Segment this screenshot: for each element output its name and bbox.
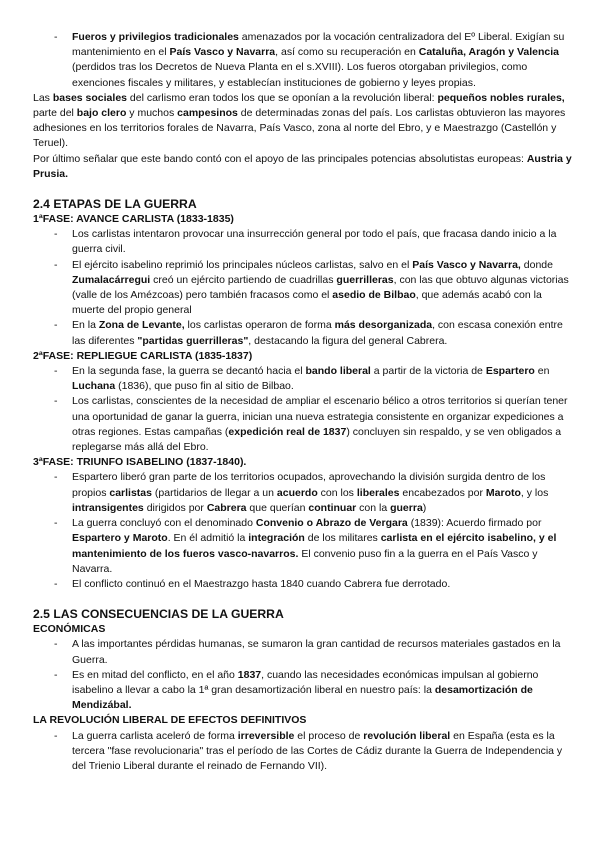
- phase-heading-3: 3ªFASE: TRIUNFO ISABELINO (1837-1840).: [33, 456, 247, 469]
- text-run: en España (esta es la tercera "fase revolucionaria" tras el período de las Cortes de Cádiz durante la Guerra de Independencia y del Trienio Liberal durante el reinado de Fernando VII).: [72, 729, 563, 772]
- text-run: , así como su recuperación en: [275, 46, 419, 59]
- subheading-economicas: ECONÓMICAS: [33, 623, 106, 636]
- list-item: [33, 470, 573, 516]
- text-run: que querían: [246, 501, 309, 514]
- text-run: encabezados por: [399, 486, 486, 499]
- text-run: los carlistas operaron de forma: [184, 319, 335, 332]
- bold-text: Espartero: [485, 365, 535, 378]
- section-heading-etapas: 2.4 ETAPAS DE LA GUERRA: [33, 197, 197, 212]
- text-run: , cuando las necesidades económicas impulsan al gobierno isabelino a llevar a cabo la 1ª gran desamortización liberal en nuestro país: la: [72, 668, 539, 696]
- bold-text: intransigentes: [72, 501, 144, 514]
- list-item: [33, 318, 573, 348]
- bold-text: acuerdo: [276, 486, 318, 499]
- text-run: y muchos: [126, 107, 178, 120]
- bold-text: Fueros y privilegios tradicionales: [72, 31, 239, 43]
- text-run: amenazados por la vocación centralizadora del Eº Liberal. Exigían su mantenimiento en el: [72, 31, 565, 59]
- subheading-revolucion-liberal: LA REVOLUCIÓN LIBERAL DE EFECTOS DEFINITIVOS: [33, 714, 307, 727]
- text-run: El ejército isabelino reprimió los principales núcleos carlistas, salvo en el: [72, 258, 413, 271]
- text-run: (partidarios de llegar a un: [151, 486, 277, 499]
- bold-text: pequeños nobles rurales,: [437, 91, 565, 104]
- text-run: (1836), que puso fin al sitio de Bilbao.: [115, 380, 294, 393]
- text-run: donde: [520, 258, 553, 271]
- bold-text: más desorganizada: [334, 319, 433, 332]
- text-run: Los carlistas intentaron provocar una insurrección general por todo el país, que fracasa dando inicio a la guerra civil.: [72, 228, 557, 256]
- bold-text: asedio de Bilbao: [332, 289, 416, 302]
- bold-text: Austria y Prusia.: [33, 152, 572, 180]
- document-page: [33, 30, 573, 774]
- bold-text: "partidas guerrilleras": [137, 334, 249, 347]
- text-run: (1839): Acuerdo firmado por: [407, 517, 542, 530]
- list-item: [33, 668, 573, 714]
- text-run: , destacando la figura del general Cabrera.: [248, 334, 448, 347]
- text-run: , con las que obtuvo algunas victorias (valle de los Amézcoas) pero también fracasos como el: [72, 273, 569, 302]
- list-item: [33, 577, 573, 592]
- bold-text: irreversible: [237, 729, 295, 742]
- bold-text: campesinos: [177, 107, 238, 120]
- bold-text: desamortización de Mendizábal.: [72, 683, 533, 712]
- section-heading-consecuencias: 2.5 LAS CONSECUENCIAS DE LA GUERRA: [33, 607, 284, 622]
- text-run: del carlismo eran todos los que se oponían a la revolución liberal:: [127, 91, 438, 104]
- bold-text: País Vasco y Navarra,: [412, 258, 521, 271]
- list-item: [33, 30, 573, 91]
- bold-text: Zona de Levante,: [98, 319, 185, 332]
- text-run: en: [534, 365, 550, 378]
- bold-text: Zumalacárregui: [72, 273, 151, 286]
- bold-text: liberales: [356, 486, 400, 499]
- text-run: En la segunda fase, la guerra se decantó hacia el: [72, 365, 306, 378]
- bold-text: guerra: [390, 501, 423, 514]
- list-item: [33, 729, 573, 775]
- text-run: En la: [72, 319, 99, 332]
- list-item: [33, 637, 573, 667]
- bold-text: expedición real de 1837: [228, 425, 347, 438]
- text-run: creó un ejército partiendo de cuadrillas: [150, 273, 337, 286]
- text-run: a partir de la victoria de: [370, 365, 486, 378]
- bold-text: bando liberal: [305, 365, 371, 378]
- text-run: , que además acabó con la muerte del propio general: [72, 289, 542, 317]
- text-run: Espartero liberó gran parte de los territorios ocupados, aprovechando la división surgida dentro de los propios: [72, 471, 546, 499]
- text-run: ) concluyen sin respaldo, y se ven obligados a replegarse más allá del Ebro.: [72, 425, 562, 454]
- list-item: [33, 258, 573, 319]
- text-run: dirigidos por: [143, 501, 207, 514]
- bold-text: País Vasco y Navarra: [169, 46, 276, 59]
- bold-text: continuar: [308, 501, 357, 514]
- text-run: . En él admitió la: [167, 532, 249, 545]
- text-run: de los militares: [304, 532, 381, 545]
- bold-text: bajo clero: [76, 107, 127, 120]
- bold-text: Maroto: [485, 486, 521, 499]
- list-item: [33, 516, 573, 577]
- list-item: [33, 364, 573, 394]
- bold-text: Convenio o Abrazo de Vergara: [255, 517, 408, 530]
- bold-text: Cabrera: [206, 501, 247, 514]
- bold-text: bases sociales: [52, 91, 127, 104]
- list-item: [33, 227, 573, 257]
- bold-text: Espartero y Maroto: [72, 532, 168, 545]
- text-run: , y los: [520, 486, 549, 499]
- bold-text: Luchana: [72, 380, 116, 393]
- bold-text: integración: [248, 532, 305, 545]
- phase-heading-1: 1ªFASE: AVANCE CARLISTA (1833-1835): [33, 213, 234, 226]
- bold-text: revolución liberal: [363, 729, 451, 742]
- paragraph-apoyo-potencias: [33, 152, 573, 182]
- text-run: Es en mitad del conflicto, en el año: [72, 668, 238, 681]
- bold-text: 1837: [237, 668, 262, 681]
- text-run: A las importantes pérdidas humanas, se sumaron la gran cantidad de recursos materiales gastados en la Guerra.: [72, 638, 561, 666]
- text-run: de determinadas zonas del país. Los carlistas obtuvieron las mayores adhesiones en los territorios forales de Navarra, País Vasco, zona al norte del Ebro, y e Maestrazgo (Castellón y Teruel).: [33, 107, 566, 150]
- text-run: , con escasa conexión entre las diferentes: [72, 319, 563, 347]
- paragraph-bases-sociales: [33, 91, 573, 152]
- text-run: Las: [33, 91, 53, 104]
- text-run: con los: [317, 486, 357, 499]
- text-run: El convenio puso fin a la guerra en el País Vasco y Navarra.: [72, 547, 538, 575]
- bold-text: Cataluña, Aragón y Valencia: [418, 46, 559, 59]
- text-run: La guerra carlista aceleró de forma: [72, 729, 238, 742]
- text-run: con la: [356, 501, 391, 514]
- bold-text: guerrilleras: [336, 273, 394, 286]
- text-run: La guerra concluyó con el denominado: [72, 517, 256, 530]
- text-run: Por último señalar que este bando contó con el apoyo de las principales potencias absolutistas europeas:: [33, 152, 527, 165]
- bold-text: carlista en el ejército isabelino, y el mantenimiento de los fueros vasco-navarros.: [72, 532, 557, 560]
- text-run: parte del: [33, 107, 77, 120]
- text-run: el proceso de: [294, 729, 364, 742]
- text-run: Los carlistas, conscientes de la necesidad de ampliar el escenario bélico a otros territorios si querían tener una oportunidad de ganar la guerra, inician una nueva estrategia consistente en organizar expediciones a otras regiones. Estas campañas (: [72, 395, 568, 438]
- text-run: (perdidos tras los Decretos de Nueva Planta en el s.XVIII). Los fueros otorgaban privilegios, como exenciones fiscales y militares, y establecían instituciones de gobierno y leyes propias.: [72, 61, 528, 89]
- text-run: ): [422, 501, 427, 514]
- text-run: El conflicto continuó en el Maestrazgo hasta 1840 cuando Cabrera fue derrotado.: [72, 577, 451, 590]
- bold-text: carlistas: [109, 486, 152, 499]
- list-item: [33, 394, 573, 455]
- intro-bullet-list: [33, 30, 573, 91]
- phase-heading-2: 2ªFASE: REPLIEGUE CARLISTA (1835-1837): [33, 349, 253, 362]
